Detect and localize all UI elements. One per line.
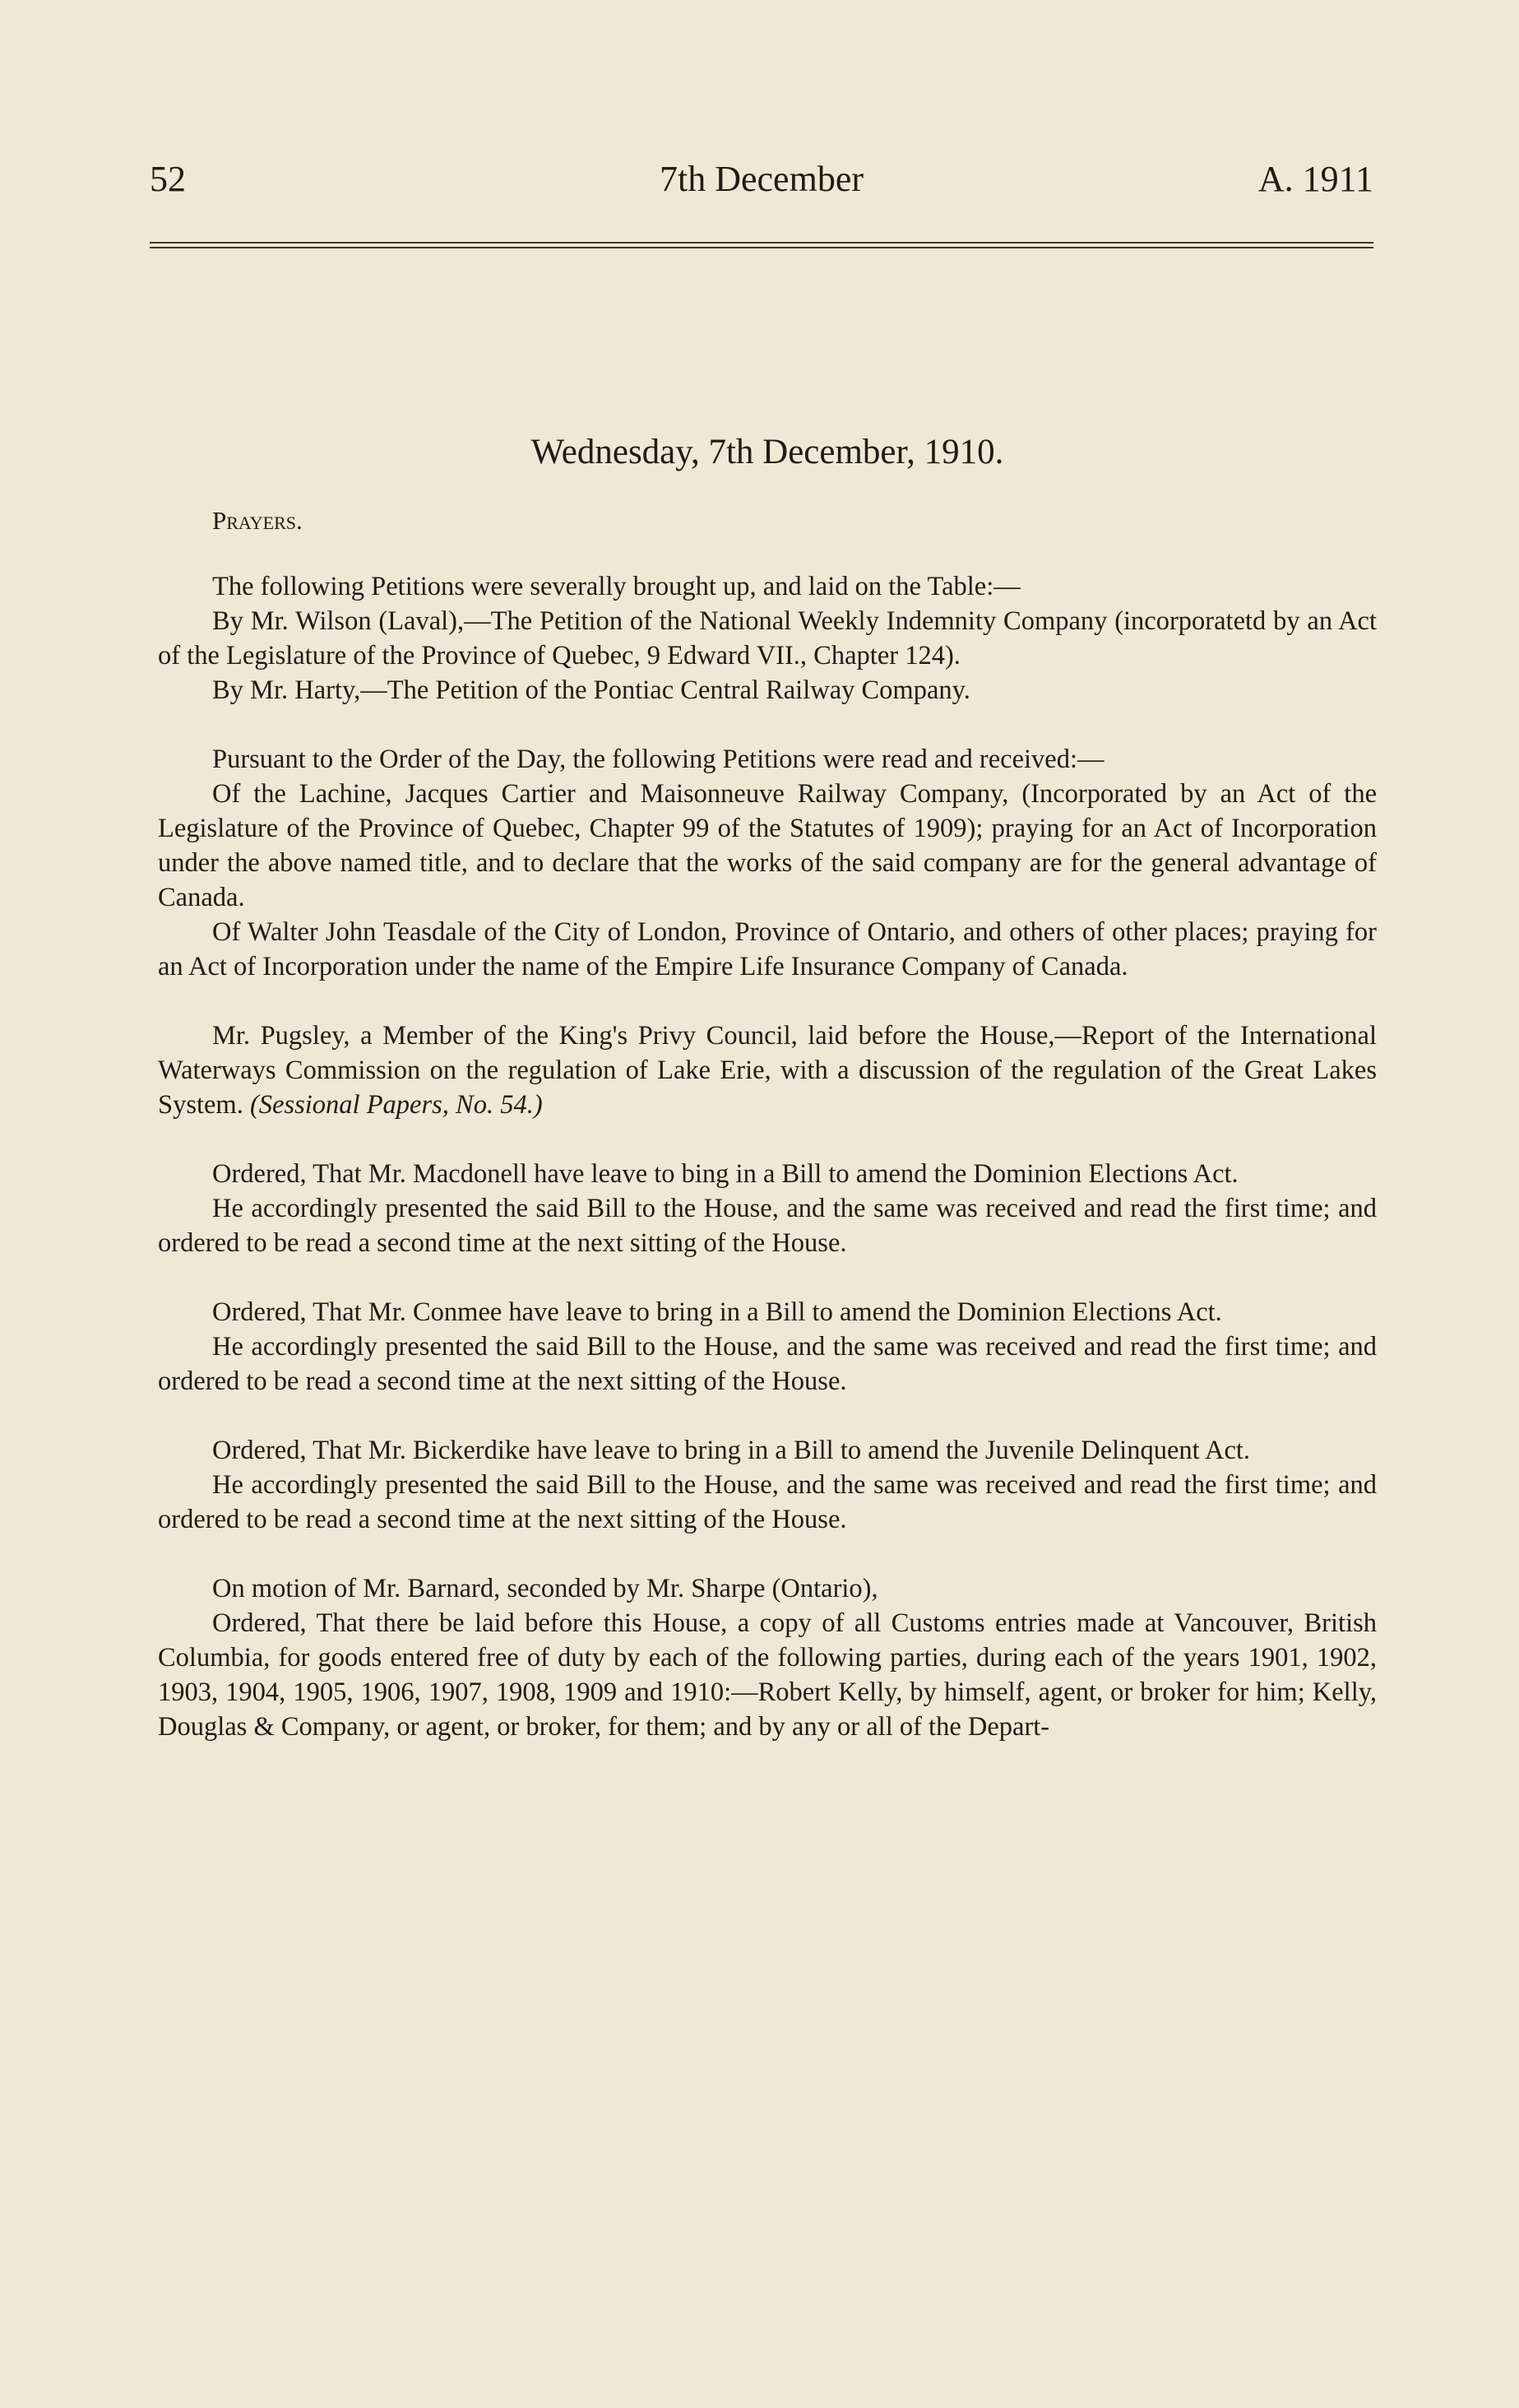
paragraph: [158, 1018, 1377, 1122]
prayers-heading: Prayers.: [212, 506, 303, 535]
paragraph: Pursuant to the Order of the Day, the following Petitions were read and received:—: [212, 745, 1105, 774]
bill-macdonell-section: [158, 1157, 1377, 1260]
paragraph: Of Walter John Teasdale of the City of London, Province of Ontario, and others of other places; praying for an Act of Incorporation under the name of the Empire Life Insurance Company of Canada.: [158, 917, 1377, 981]
petitions-read-section: [158, 742, 1377, 984]
sessional-papers-reference: (Sessional Papers, No. 54.): [249, 1090, 543, 1120]
header-year: A. 1911: [1257, 159, 1373, 199]
page-number: 52: [150, 159, 186, 199]
paragraph: Ordered, That Mr. Bickerdike have leave to bring in a Bill to amend the Juvenile Delinquent Act.: [212, 1436, 1251, 1465]
journal-body: [158, 428, 1377, 1744]
paragraph: He accordingly presented the said Bill to the House, and the same was received and read the first time; and ordered to be read a second time at the next sitting of the House.: [158, 1470, 1377, 1534]
report-section: [158, 1018, 1377, 1122]
bill-conmee-section: [158, 1295, 1377, 1399]
bill-bickerdike-section: [158, 1433, 1377, 1537]
paragraph: Ordered, That Mr. Conmee have leave to bring in a Bill to amend the Dominion Elections Act.: [212, 1297, 1222, 1327]
petitions-presented-section: [158, 569, 1377, 708]
paragraph: By Mr. Harty,—The Petition of the Pontiac Central Railway Company.: [212, 675, 970, 705]
day-heading: Wednesday, 7th December, 1910.: [530, 433, 1004, 471]
header-date: 7th December: [660, 159, 864, 199]
header-rule-top: [150, 242, 1373, 244]
paragraph: On motion of Mr. Barnard, seconded by Mr. Sharpe (Ontario),: [212, 1574, 878, 1603]
header-rule-bottom: [150, 247, 1373, 248]
paragraph: Ordered, That there be laid before this House, a copy of all Customs entries made at Vancouver, British Columbia, for goods entered free of duty by each of the following parties, during each of the years 1901, 1902, 1903, 1904, 1905, 1906, 1907, 1908, 1909 and 1910:—Robert Kelly, by himself, agent, or broker for him; Kelly, Douglas & Company, or agent, or broker, for them; and by any or all of the Depart-: [158, 1608, 1377, 1742]
running-header: [150, 158, 1373, 207]
motion-barnard-section: [158, 1571, 1377, 1744]
paragraph: He accordingly presented the said Bill to the House, and the same was received and read the first time; and ordered to be read a second time at the next sitting of the House.: [158, 1332, 1377, 1396]
report-text: Mr. Pugsley, a Member of the King's Privy Council, laid before the House,—Report of the International Waterways Commission on the regulation of Lake Erie, with a discussion of the regulation of the Great Lakes System.: [158, 1021, 1377, 1120]
paragraph: He accordingly presented the said Bill to the House, and the same was received and read the first time; and ordered to be read a second time at the next sitting of the House.: [158, 1194, 1377, 1258]
paragraph: Ordered, That Mr. Macdonell have leave to bing in a Bill to amend the Dominion Elections Act.: [212, 1159, 1239, 1189]
paragraph: Of the Lachine, Jacques Cartier and Maisonneuve Railway Company, (Incorporated by an Act of the Legislature of the Province of Quebec, Chapter 99 of the Statutes of 1909); praying for an Act of Incorporation under the above named title, and to declare that the works of the said company are for the general advantage of Canada.: [158, 779, 1377, 912]
paragraph: The following Petitions were severally brought up, and laid on the Table:—: [212, 572, 1021, 601]
paragraph: By Mr. Wilson (Laval),—The Petition of the National Weekly Indemnity Company (incorporatetd by an Act of the Legislature of the Province of Quebec, 9 Edward VII., Chapter 124).: [158, 606, 1377, 670]
